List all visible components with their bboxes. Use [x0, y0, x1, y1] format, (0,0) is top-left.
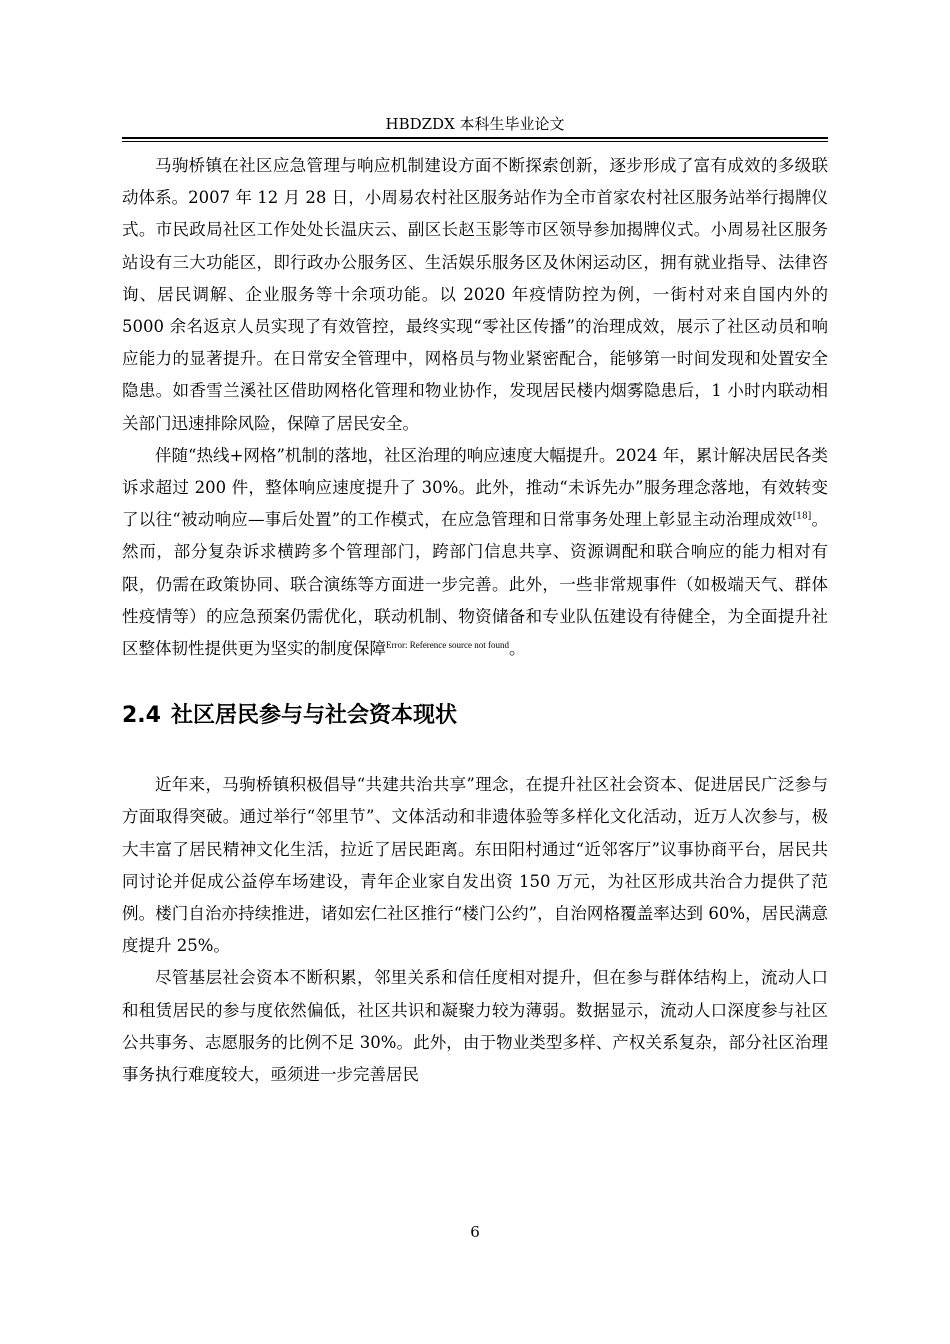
page-number: 6 — [470, 1223, 480, 1241]
paragraph-emergency-management: 马驹桥镇在社区应急管理与响应机制建设方面不断探索创新，逐步形成了富有成效的多级联动体系。2007 年 12 月 28 日，小周易农村社区服务站作为全市首家农村社区服务站举行揭牌仪式。市民政局社区工作处处长温庆云、副区长赵玉影等市区领导参加揭牌仪式。小周易社区服务站设有三大功能区，即行政办公服务区、生活娱乐服务区及休闲运动区，拥有就业指导、法律咨询、居民调解、企业服务等十余项功能。以 2020 年疫情防控为例，一街村对来自国内外的 5000 余名返京人员实现了有效管控，最终实现“零社区传播”的治理成效，展示了社区动员和响应能力的显著提升。在日常安全管理中，网格员与物业紧密配合，能够第一时间发现和处置安全隐患。如香雪兰溪社区借助网格化管理和物业协作，发现居民楼内烟雾隐患后，1 小时内联动相关部门迅速排除风险，保障了居民安全。 — [122, 156, 828, 433]
paragraph-text: 。然而，部分复杂诉求横跨多个管理部门，跨部门信息共享、资源调配和联合响应的能力相对有限，仍需在政策协同、联合演练等方面进一步完善。此外，一些非常规事件（如极端天气、群体性疫情等）的应急预案仍需优化，联动机制、物资储备和专业队伍建设有待健全，为全面提升社区整体韧性提供更为坚实的制度保障 — [122, 510, 829, 659]
header-rule-thick — [122, 137, 828, 139]
page-body — [122, 150, 828, 1091]
running-header: HBDZDX 本科生毕业论文 — [385, 115, 565, 133]
paragraph-hotline-grid — [122, 440, 828, 665]
paragraph-text: 伴随“热线+网格”机制的落地，社区治理的响应速度大幅提升。2024 年，累计解决居民各类诉求超过 200 件，整体响应速度提升了 30%。此外，推动“未诉先办”服务理念落地，有效转变了以往“被动响应—事后处置”的工作模式，在应急管理和日常事务处理上彰显主动治理成效 — [122, 445, 828, 530]
paragraph-social-capital: 尽管基层社会资本不断积累，邻里关系和信任度相对提升，但在参与群体结构上，流动人口和租赁居民的参与度依然偏低，社区共识和凝聚力较为薄弱。数据显示，流动人口深度参与社区公共事务、志愿服务的比例不足 30%。此外，由于物业类型多样、产权关系复杂，部分社区治理事务执行难度较大，亟须进一步完善居民 — [122, 968, 828, 1085]
paragraph-end-mark: 。 — [508, 639, 526, 659]
paragraph-resident-participation: 近年来，马驹桥镇积极倡导“共建共治共享”理念，在提升社区社会资本、促进居民广泛参与方面取得突破。通过举行“邻里节”、文体活动和非遗体验等多样化文化活动，近万人次参与，极大丰富了居民精神文化生活，拉近了居民距离。东田阳村通过“近邻客厅”议事协商平台，居民共同讨论并促成公益停车场建设，青年企业家自发出资 150 万元，为社区形成共治合力提供了范例。楼门自治亦持续推进，诸如宏仁社区推行“楼门公约”，自治网格覆盖率达到 60%，居民满意度提升 25%。 — [122, 775, 828, 956]
citation-reference[interactable]: [18] — [792, 511, 812, 522]
header-rule-thin — [122, 141, 828, 142]
section-number: 2.4 — [122, 703, 161, 729]
reference-error-text: Error: Reference source not found — [386, 640, 509, 651]
section-title: 社区居民参与与社会资本现状 — [170, 703, 457, 729]
section-heading — [122, 701, 828, 731]
